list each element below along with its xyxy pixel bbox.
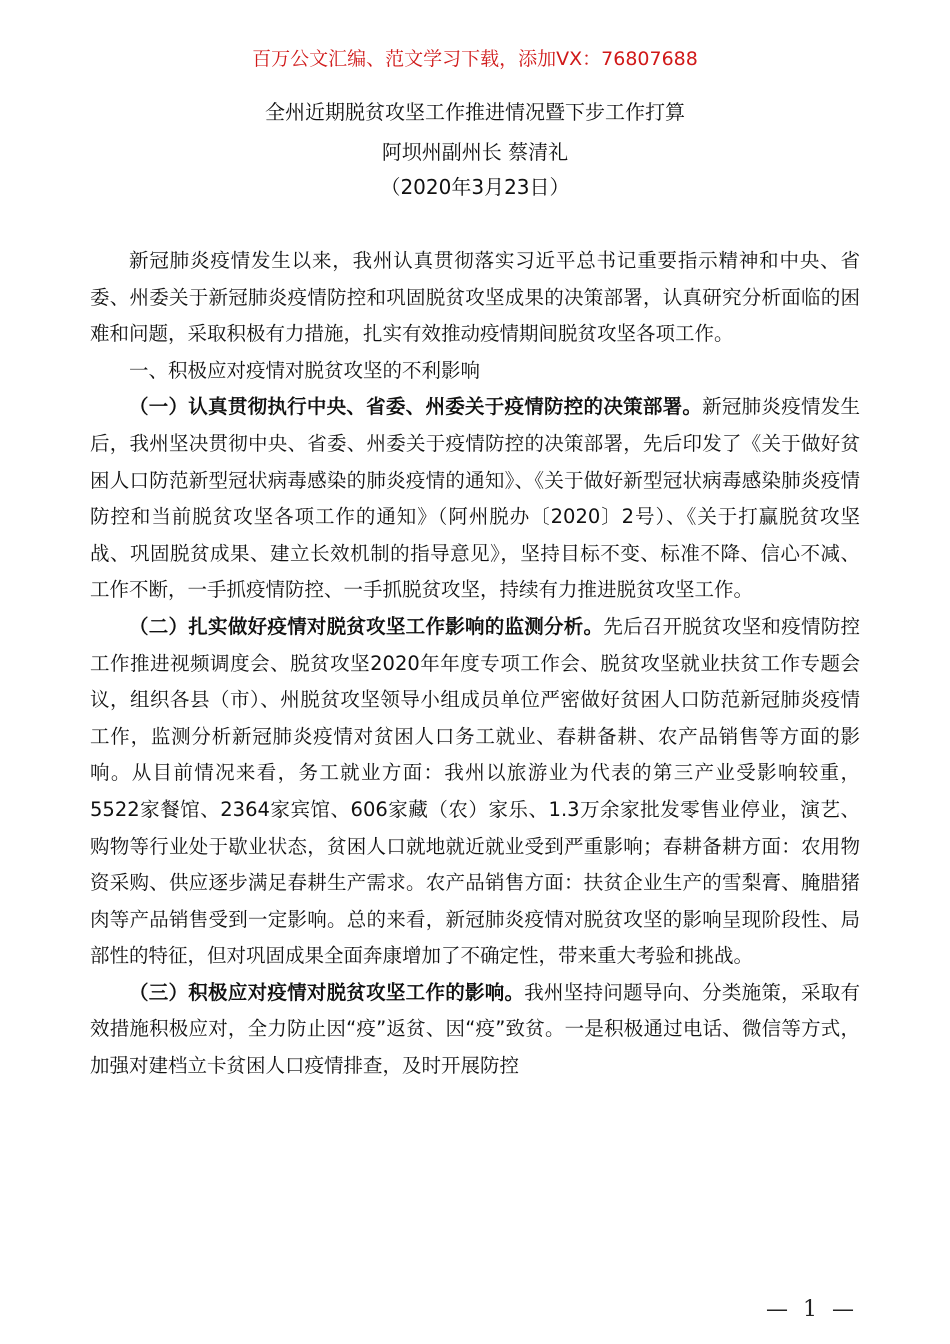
document-date: （2020年3月23日） bbox=[380, 175, 570, 199]
paragraph-1 bbox=[90, 389, 860, 609]
page-number: — 1 — bbox=[766, 1297, 858, 1322]
paragraph-3-lead: （三）积极应对疫情对脱贫攻坚工作的影响。 bbox=[129, 980, 525, 1004]
paragraph-3-text: 我州坚持问题导向、分类施策，采取有效措施积极应对，全力防止因“疫”返贫、因“疫”致贫。一是积极通过电话、微信等方式，加强对建档立卡贫困人口疫情排查，及时开展防控 bbox=[90, 980, 860, 1078]
promo-banner: 百万公文汇编、范文学习下载，添加VX：76807688 bbox=[252, 48, 698, 70]
paragraph-1-text: 新冠肺炎疫情发生后，我州坚决贯彻中央、省委、州委关于疫情防控的决策部署，先后印发了《关于做好贫困人口防范新型冠状病毒感染的肺炎疫情的通知》、《关于做好新型冠状病毒感染肺炎疫情防控和当前脱贫攻坚各项工作的通知》（阿州脱办〔2020〕2号）、《关于打赢脱贫攻坚战、巩固脱贫成果、建立长效机制的指导意见》，坚持目标不变、标准不降、信心不减、工作不断，一手抓疫情防控、一手抓脱贫攻坚，持续有力推进脱贫攻坚工作。 bbox=[90, 395, 860, 602]
document-title: 全州近期脱贫攻坚工作推进情况暨下步工作打算 bbox=[265, 100, 685, 124]
paragraph-2-text: 先后召开脱贫攻坚和疫情防控工作推进视频调度会、脱贫攻坚2020年年度专项工作会、脱贫攻坚就业扶贫工作专题会议，组织各县（市）、州脱贫攻坚领导小组成员单位严密做好贫困人口防范新冠肺炎疫情工作，监测分析新冠肺炎疫情对贫困人口务工就业、春耕备耕、农产品销售等方面的影响。从目前情况来看，务工就业方面：我州以旅游业为代表的第三产业受影响较重，5522家餐馆、2364家宾馆、606家藏（农）家乐、1.3万余家批发零售业停业，演艺、购物等行业处于歇业状态，贫困人口就地就近就业受到严重影响；春耕备耕方面：农用物资采购、供应逐步满足春耕生产需求。农产品销售方面：扶贫企业生产的雪梨膏、腌腊猪肉等产品销售受到一定影响。总的来看，新冠肺炎疫情对脱贫攻坚的影响呈现阶段性、局部性的特征，但对巩固成果全面奔康增加了不确定性，带来重大考验和挑战。 bbox=[90, 614, 860, 968]
paragraph-2 bbox=[90, 609, 860, 975]
document-body bbox=[90, 243, 860, 1085]
paragraph-3 bbox=[90, 975, 860, 1085]
paragraph-1-lead: （一）认真贯彻执行中央、省委、州委关于疫情防控的决策部署。 bbox=[129, 395, 703, 419]
intro-paragraph: 新冠肺炎疫情发生以来，我州认真贯彻落实习近平总书记重要指示精神和中央、省委、州委关于新冠肺炎疫情防控和巩固脱贫攻坚成果的决策部署，认真研究分析面临的困难和问题，采取积极有力措施，扎实有效推动疫情期间脱贫攻坚各项工作。 bbox=[90, 249, 860, 346]
paragraph-2-lead: （二）扎实做好疫情对脱贫攻坚工作影响的监测分析。 bbox=[129, 614, 604, 638]
document-author: 阿坝州副州长 蔡清礼 bbox=[381, 140, 569, 164]
section-heading: 一、积极应对疫情对脱贫攻坚的不利影响 bbox=[129, 358, 481, 382]
